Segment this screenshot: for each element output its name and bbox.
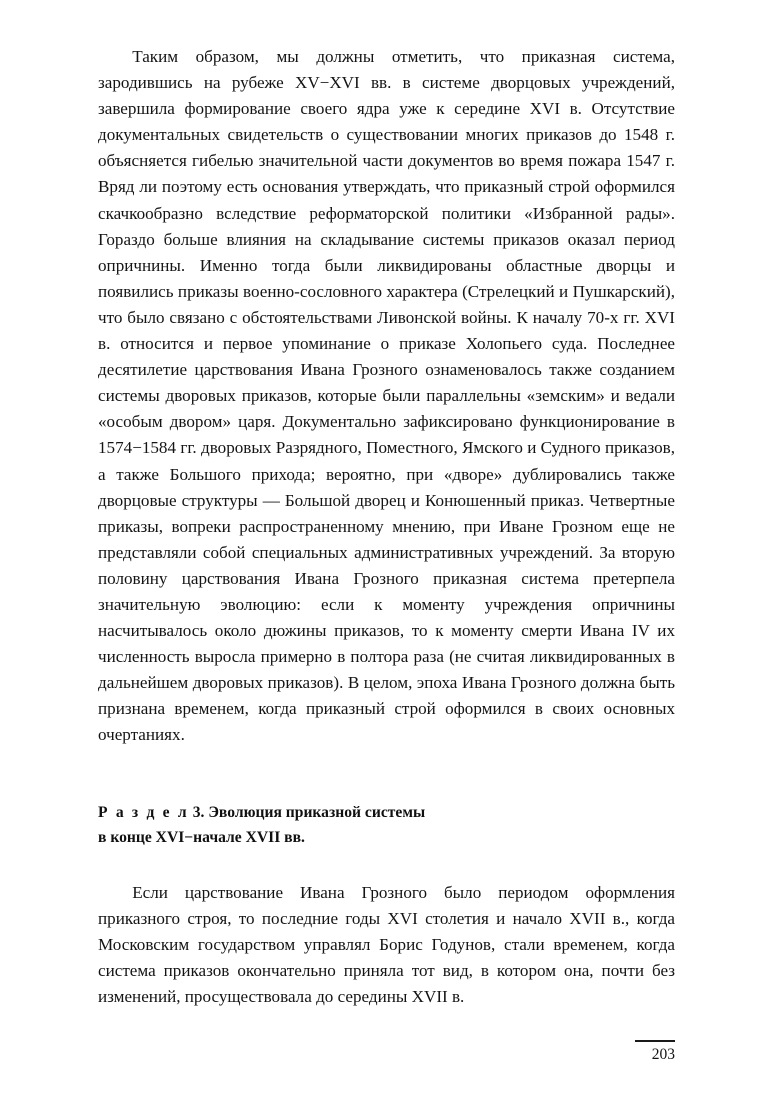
paragraph-after-heading: Если царствование Ивана Грозного было периодом оформления приказного строя, то последние годы XVI столетия и начало XVII в., когда Московским государством управлял Борис Годунов, стали временем, когда система приказов окончательно приняла тот вид, в котором она, почти без изменений, просуществовала до середины XVII в. (98, 882, 675, 1006)
page-number: 203 (651, 1046, 675, 1063)
page-footer (555, 1040, 675, 1064)
section-subtitle: в конце XVI−начале XVII вв. (98, 828, 305, 846)
section-heading (98, 801, 675, 850)
section-label: Р а з д е л (98, 803, 189, 821)
paragraph-main: Таким образом, мы должны отметить, что приказная система, зародившись на рубеже XV−XVI вв. в системе дворцовых учреждений, завершила формирование своего ядра уже к середине XVI в. Отсутствие документальных свидетельств о существовании многих приказов до 1548 г. объясняется гибелью значительной части документов во время пожара 1547 г. Вряд ли поэтому есть основания утверждать, что приказный строй оформился скачкообразно вследствие реформаторской политики «Избранной рады». Гораздо больше влияния на складывание системы приказов оказал период опричнины. Именно тогда были ликвидированы областные дворцы и появились приказы военно-сословного характера (Стрелецкий и Пушкарский), что было связано с обстоятельствами Ливонской войны. К началу 70-х гг. XVI в. относится и первое упоминание о приказе Холопьего суда. Последнее десятилетие царствования Ивана Грозного ознаменовалось также созданием системы дворовых приказов, которые были параллельны «земским» и ведали «особым двором» царя. Документально зафиксировано функционирование в 1574−1584 гг. дворовых Разрядного, Поместного, Ямского и Судного приказов, а также Большого прихода; вероятно, при «дворе» дублировались также дворцовые структуры — Большой дворец и Конюшенный приказ. Четвертные приказы, вопреки распространенному мнению, при Иване Грозном еще не представляли собой специальных административных учреждений. За вторую половину царствования Ивана Грозного приказная система претерпела значительную эволюцию: если к моменту учреждения опричнины насчитывалось около дюжины приказов, то к моменту смерти Ивана IV их численность выросла примерно в полтора раза (не считая ликвидированных в дальнейшем дворовых приказов). В целом, эпоха Ивана Грозного должна быть признана временем, когда приказный строй оформился в своих основных очертаниях. (98, 47, 675, 745)
section-title: 3. Эволюция приказной системы (192, 803, 426, 821)
page-number-rule (635, 1040, 675, 1042)
